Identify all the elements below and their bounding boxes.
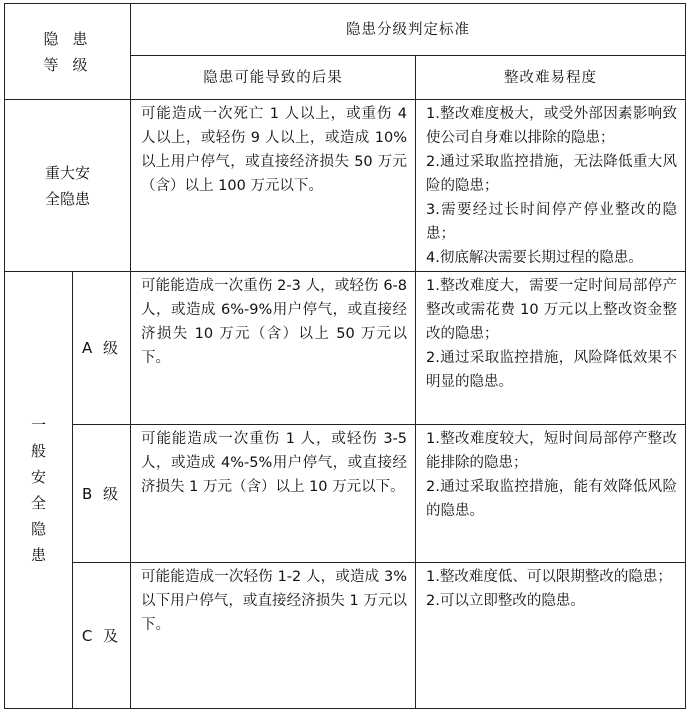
major-hazard-label [5, 100, 131, 272]
major-hazard-row [5, 100, 686, 272]
general-label-char: 患 [30, 546, 46, 564]
level-a-difficulty-cell [416, 272, 686, 425]
level-b-consequence-cell [131, 425, 416, 563]
level-b-row [5, 425, 686, 563]
grade-header-line2: 等级 [43, 55, 102, 74]
level-b-label: B 级 [73, 425, 131, 563]
hazard-grading-table [4, 3, 686, 709]
general-label-char: 般 [30, 442, 46, 460]
major-difficulty-item: 4.彻底解决需要长期过程的隐患。 [426, 250, 643, 266]
level-b-consequence-text: 可能能造成一次重伤 1 人，或轻伤 3-5 人，或造成 4%-5%用户停气，或直接经济损失 1 万元（含）以上 10 万元以下。 [141, 431, 408, 495]
column-header-consequence: 隐患可能导致的后果 [131, 56, 416, 100]
major-difficulty-item: 1.整改难度极大，或受外部因素影响致使公司自身难以排除的隐患； [426, 106, 678, 146]
level-b-difficulty-item: 2.通过采取监控措施，能有效降低风险的隐患。 [426, 479, 678, 519]
level-a-row [5, 272, 686, 425]
level-b-difficulty-cell [416, 425, 686, 563]
level-a-consequence-text: 可能能造成一次重伤 2-3 人，或轻伤 6-8 人，或造成 6%-9%用户停气，或直接经济损失 10 万元（含）以上 50 万元以下。 [141, 278, 408, 366]
level-a-consequence-cell [131, 272, 416, 425]
level-a-difficulty-item: 1.整改难度大，需要一定时间局部停产整改或需花费 10 万元以上整改资金整改的隐患； [426, 278, 678, 342]
major-consequence-cell [131, 100, 416, 272]
major-difficulty-item: 3.需要经过长时间停产停业整改的隐患； [426, 202, 678, 242]
major-difficulty-item: 2.通过采取监控措施，无法降低重大风险的隐患； [426, 154, 678, 194]
level-c-label: C 及 [73, 563, 131, 709]
standard-title: 隐患分级判定标准 [131, 4, 686, 56]
general-label-char: 全 [30, 494, 46, 512]
level-a-label: A 级 [73, 272, 131, 425]
major-hazard-label-line1: 重大安 [45, 163, 91, 182]
column-header-difficulty: 整改难易程度 [416, 56, 686, 100]
level-c-difficulty-item: 2.可以立即整改的隐患。 [426, 593, 585, 609]
grade-header-line1: 隐患 [43, 29, 102, 48]
grade-header [5, 4, 131, 100]
level-c-difficulty-item: 1.整改难度低、可以限期整改的隐患； [426, 569, 672, 585]
major-difficulty-cell [416, 100, 686, 272]
major-hazard-label-line2: 全隐患 [45, 189, 91, 208]
major-consequence-text: 可能造成一次死亡 1 人以上，或重伤 4 人以上，或轻伤 9 人以上，或造成 10%以上用户停气，或直接经济损失 50 万元（含）以上 100 万元以下。 [141, 106, 408, 194]
general-label-char: 隐 [30, 520, 46, 538]
level-c-consequence-cell [131, 563, 416, 709]
level-c-row [5, 563, 686, 709]
header-row-1 [5, 4, 686, 56]
level-a-difficulty-item: 2.通过采取监控措施，风险降低效果不明显的隐患。 [426, 350, 678, 390]
general-label-char: 安 [30, 468, 46, 486]
general-hazard-label [5, 272, 73, 709]
general-label-char: 一 [30, 416, 46, 434]
level-c-difficulty-cell [416, 563, 686, 709]
level-b-difficulty-item: 1.整改难度较大，短时间局部停产整改能排除的隐患； [426, 431, 678, 471]
level-c-consequence-text: 可能能造成一次轻伤 1-2 人，或造成 3%以下用户停气，或直接经济损失 1 万元以下。 [141, 569, 408, 633]
